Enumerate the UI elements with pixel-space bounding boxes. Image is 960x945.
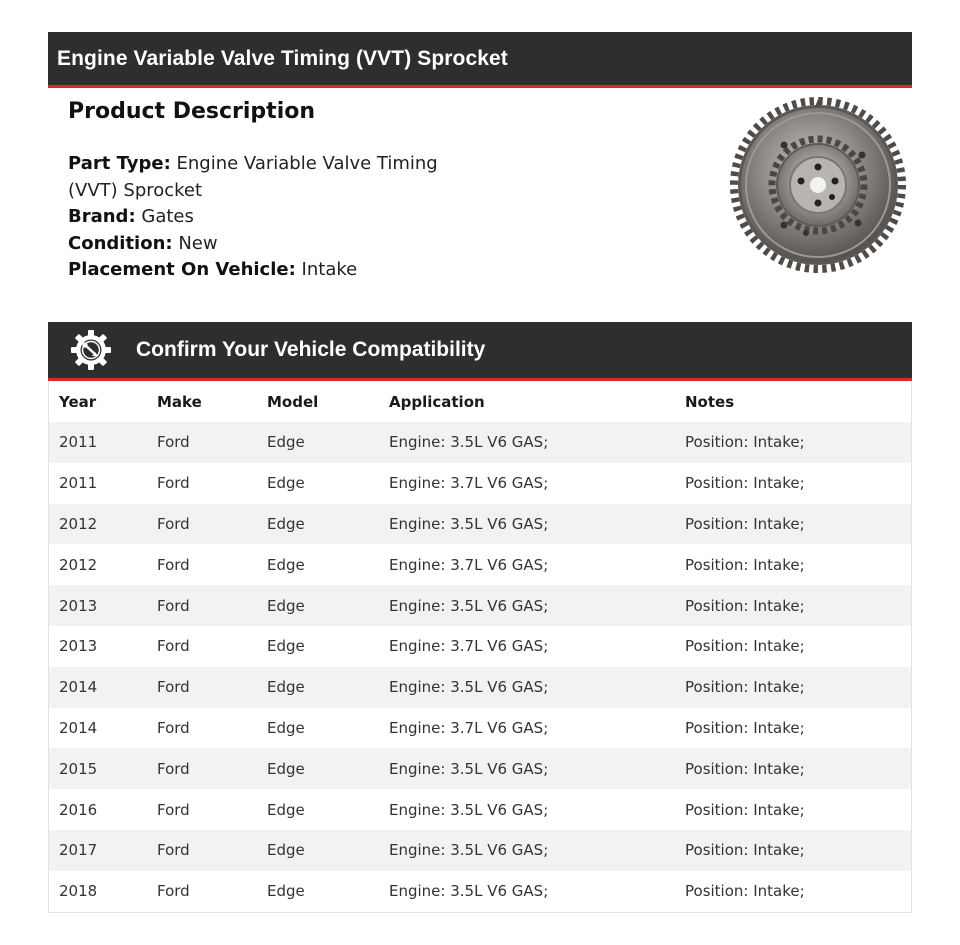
cell-application: Engine: 3.7L V6 GAS;	[389, 637, 549, 656]
cell-year: 2017	[59, 841, 98, 860]
cell-year: 2013	[59, 596, 98, 615]
table-row	[49, 504, 911, 545]
cell-notes: Position: Intake;	[685, 637, 805, 656]
table-row	[49, 544, 911, 585]
cell-model: Edge	[267, 474, 305, 493]
cell-make: Ford	[157, 759, 190, 778]
cell-application: Engine: 3.5L V6 GAS;	[389, 841, 549, 860]
cell-notes: Position: Intake;	[685, 555, 805, 574]
cell-year: 2014	[59, 678, 98, 697]
cell-application: Engine: 3.7L V6 GAS;	[389, 718, 549, 737]
cell-model: Edge	[267, 800, 305, 819]
cell-make: Ford	[157, 678, 190, 697]
gear-wrench-icon	[69, 328, 113, 372]
cell-application: Engine: 3.5L V6 GAS;	[389, 759, 549, 778]
table-row	[49, 422, 911, 463]
cell-model: Edge	[267, 841, 305, 860]
table-row	[49, 585, 911, 626]
cell-model: Edge	[267, 637, 305, 656]
cell-make: Ford	[157, 718, 190, 737]
compatibility-bar	[48, 322, 912, 381]
column-header-application: Application	[389, 392, 485, 411]
cell-model: Edge	[267, 718, 305, 737]
cell-notes: Position: Intake;	[685, 514, 805, 533]
table-header-row	[49, 381, 911, 422]
cell-application: Engine: 3.7L V6 GAS;	[389, 474, 549, 493]
cell-application: Engine: 3.5L V6 GAS;	[389, 596, 549, 615]
cell-model: Edge	[267, 596, 305, 615]
cell-year: 2015	[59, 759, 98, 778]
cell-year: 2011	[59, 433, 98, 452]
cell-notes: Position: Intake;	[685, 433, 805, 452]
description-heading: Product Description	[68, 99, 316, 124]
cell-notes: Position: Intake;	[685, 882, 805, 901]
cell-year: 2018	[59, 882, 98, 901]
cell-make: Ford	[157, 474, 190, 493]
cell-notes: Position: Intake;	[685, 596, 805, 615]
cell-application: Engine: 3.7L V6 GAS;	[389, 555, 549, 574]
attribute-brand: Brand: Gates	[68, 206, 194, 227]
cell-make: Ford	[157, 882, 190, 901]
table-row	[49, 667, 911, 708]
product-description	[68, 96, 688, 284]
cell-model: Edge	[267, 759, 305, 778]
cell-notes: Position: Intake;	[685, 678, 805, 697]
cell-application: Engine: 3.5L V6 GAS;	[389, 433, 549, 452]
cell-application: Engine: 3.5L V6 GAS;	[389, 800, 549, 819]
cell-model: Edge	[267, 555, 305, 574]
cell-year: 2013	[59, 637, 98, 656]
cell-model: Edge	[267, 514, 305, 533]
attribute-list	[68, 151, 438, 284]
column-header-year: Year	[59, 392, 97, 411]
compatibility-title: Confirm Your Vehicle Compatibility	[136, 338, 486, 361]
table-row	[49, 708, 911, 749]
table-row	[49, 463, 911, 504]
cell-make: Ford	[157, 433, 190, 452]
table-row	[49, 830, 911, 871]
table-body	[49, 422, 911, 912]
attribute-part-type: Part Type: Engine Variable Valve Timing (VVT) Sprocket	[68, 153, 438, 201]
cell-year: 2014	[59, 718, 98, 737]
product-title-bar	[48, 32, 912, 88]
table-row	[49, 626, 911, 667]
column-header-make: Make	[157, 392, 202, 411]
cell-application: Engine: 3.5L V6 GAS;	[389, 514, 549, 533]
compatibility-table-container	[48, 381, 912, 913]
table-row	[49, 748, 911, 789]
product-title: Engine Variable Valve Timing (VVT) Sprocket	[57, 46, 508, 70]
vvt-sprocket-gear-image	[728, 95, 908, 275]
cell-year: 2012	[59, 514, 98, 533]
attribute-placement: Placement On Vehicle: Intake	[68, 259, 358, 280]
cell-application: Engine: 3.5L V6 GAS;	[389, 882, 549, 901]
cell-year: 2011	[59, 474, 98, 493]
cell-make: Ford	[157, 841, 190, 860]
cell-year: 2016	[59, 800, 98, 819]
column-header-model: Model	[267, 392, 319, 411]
column-header-notes: Notes	[685, 392, 735, 411]
cell-make: Ford	[157, 514, 190, 533]
cell-model: Edge	[267, 882, 305, 901]
cell-notes: Position: Intake;	[685, 759, 805, 778]
cell-notes: Position: Intake;	[685, 474, 805, 493]
cell-make: Ford	[157, 800, 190, 819]
cell-model: Edge	[267, 433, 305, 452]
compatibility-table	[49, 381, 911, 912]
table-row	[49, 871, 911, 912]
cell-make: Ford	[157, 596, 190, 615]
table-row	[49, 789, 911, 830]
cell-make: Ford	[157, 637, 190, 656]
cell-notes: Position: Intake;	[685, 841, 805, 860]
cell-year: 2012	[59, 555, 98, 574]
cell-notes: Position: Intake;	[685, 718, 805, 737]
cell-make: Ford	[157, 555, 190, 574]
cell-notes: Position: Intake;	[685, 800, 805, 819]
cell-model: Edge	[267, 678, 305, 697]
attribute-condition: Condition: New	[68, 232, 218, 254]
cell-application: Engine: 3.5L V6 GAS;	[389, 678, 549, 697]
